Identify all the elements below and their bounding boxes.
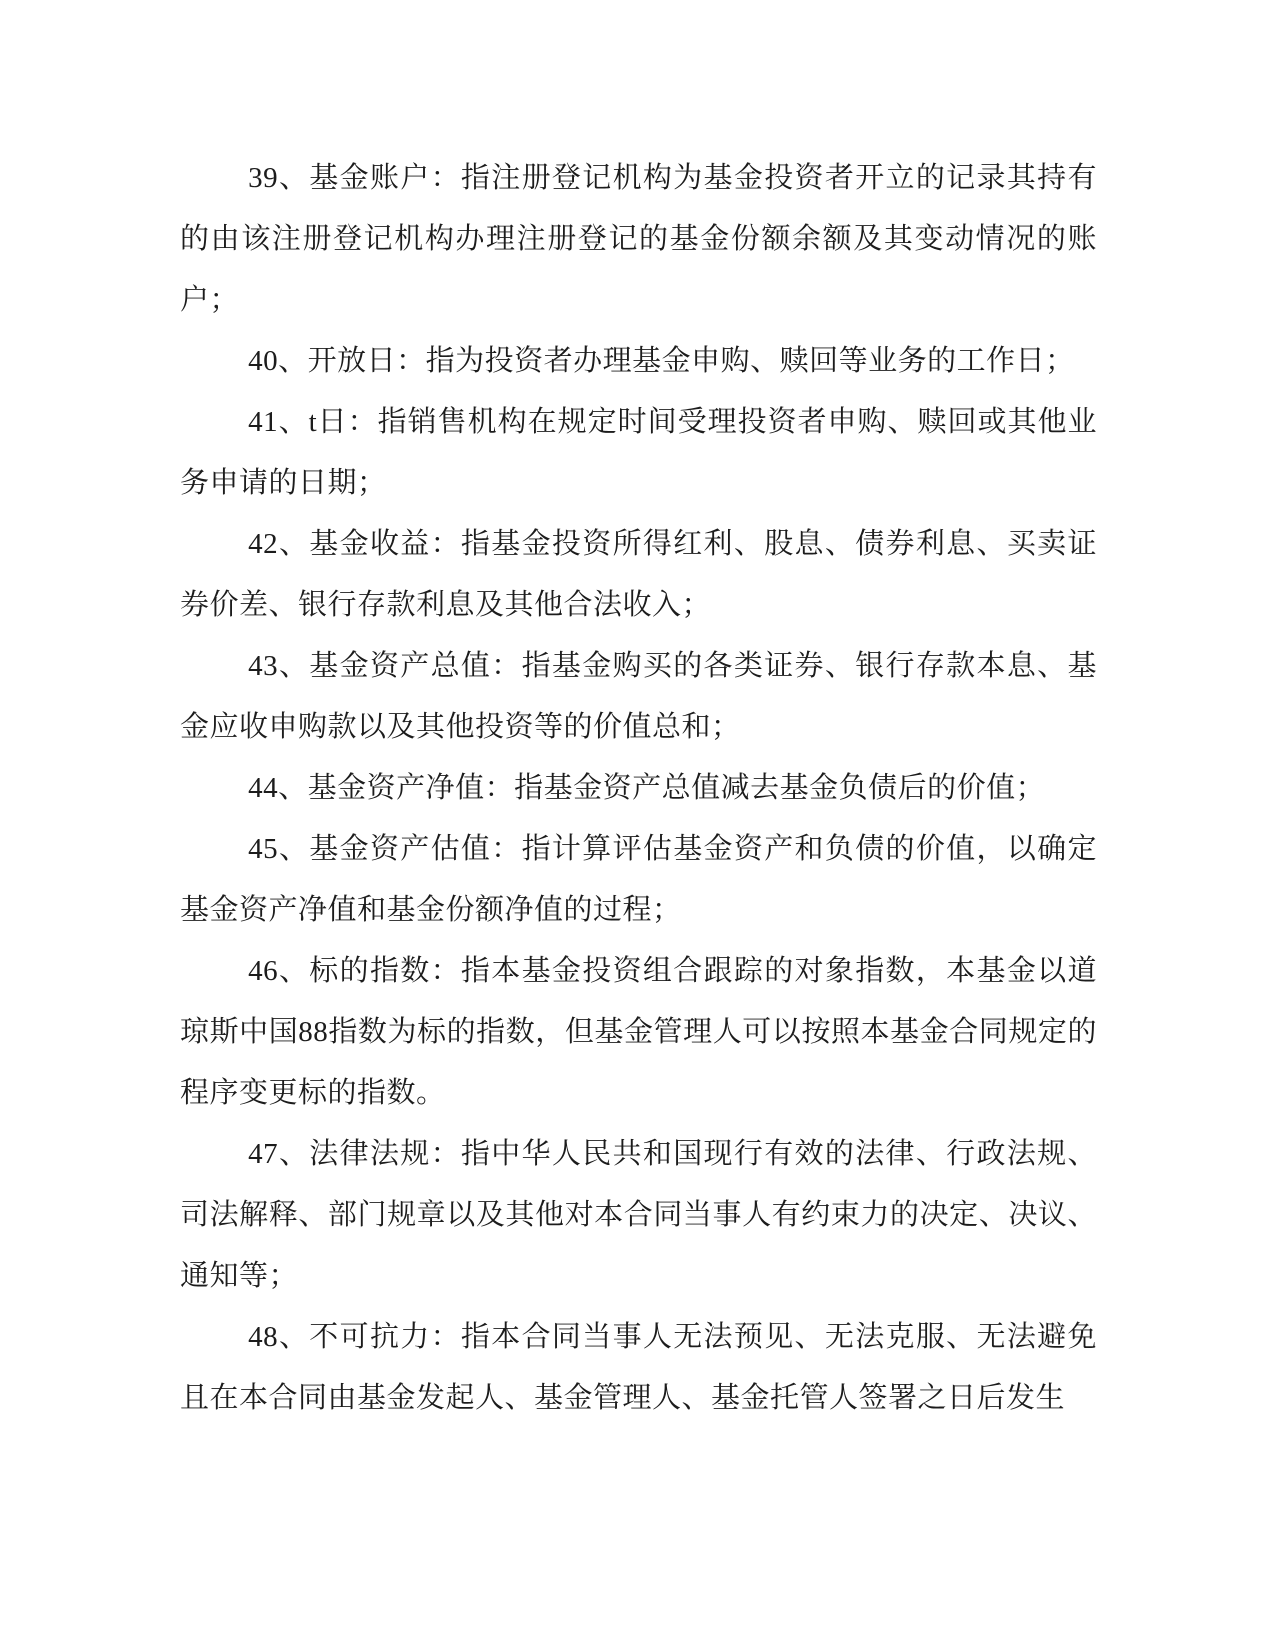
paragraph-45: 45、基金资产估值：指计算评估基金资产和负债的价值，以确定基金资产净值和基金份额净值的过程； [180, 833, 1097, 926]
paragraph-39: 39、基金账户：指注册登记机构为基金投资者开立的记录其持有的由该注册登记机构办理注册登记的基金份额余额及其变动情况的账户； [180, 162, 1097, 316]
paragraph-48: 48、不可抗力：指本合同当事人无法预见、无法克服、无法避免且在本合同由基金发起人、基金管理人、基金托管人签署之日后发生 [180, 1321, 1097, 1414]
paragraph-46: 46、标的指数：指本基金投资组合跟踪的对象指数，本基金以道琼斯中国88指数为标的指数，但基金管理人可以按照本基金合同规定的程序变更标的指数。 [180, 955, 1097, 1109]
paragraph-41: 41、t日：指销售机构在规定时间受理投资者申购、赎回或其他业务申请的日期； [180, 406, 1097, 499]
paragraph-47: 47、法律法规：指中华人民共和国现行有效的法律、行政法规、司法解释、部门规章以及其他对本合同当事人有约束力的决定、决议、通知等； [180, 1138, 1097, 1292]
paragraph-42: 42、基金收益：指基金投资所得红利、股息、债券利息、买卖证券价差、银行存款利息及其他合法收入； [180, 528, 1097, 621]
paragraph-40: 40、开放日：指为投资者办理基金申购、赎回等业务的工作日； [248, 345, 1075, 377]
paragraph-44: 44、基金资产净值：指基金资产总值减去基金负债后的价值； [248, 772, 1046, 804]
paragraph-43: 43、基金资产总值：指基金购买的各类证券、银行存款本息、基金应收申购款以及其他投资等的价值总和； [180, 650, 1097, 743]
